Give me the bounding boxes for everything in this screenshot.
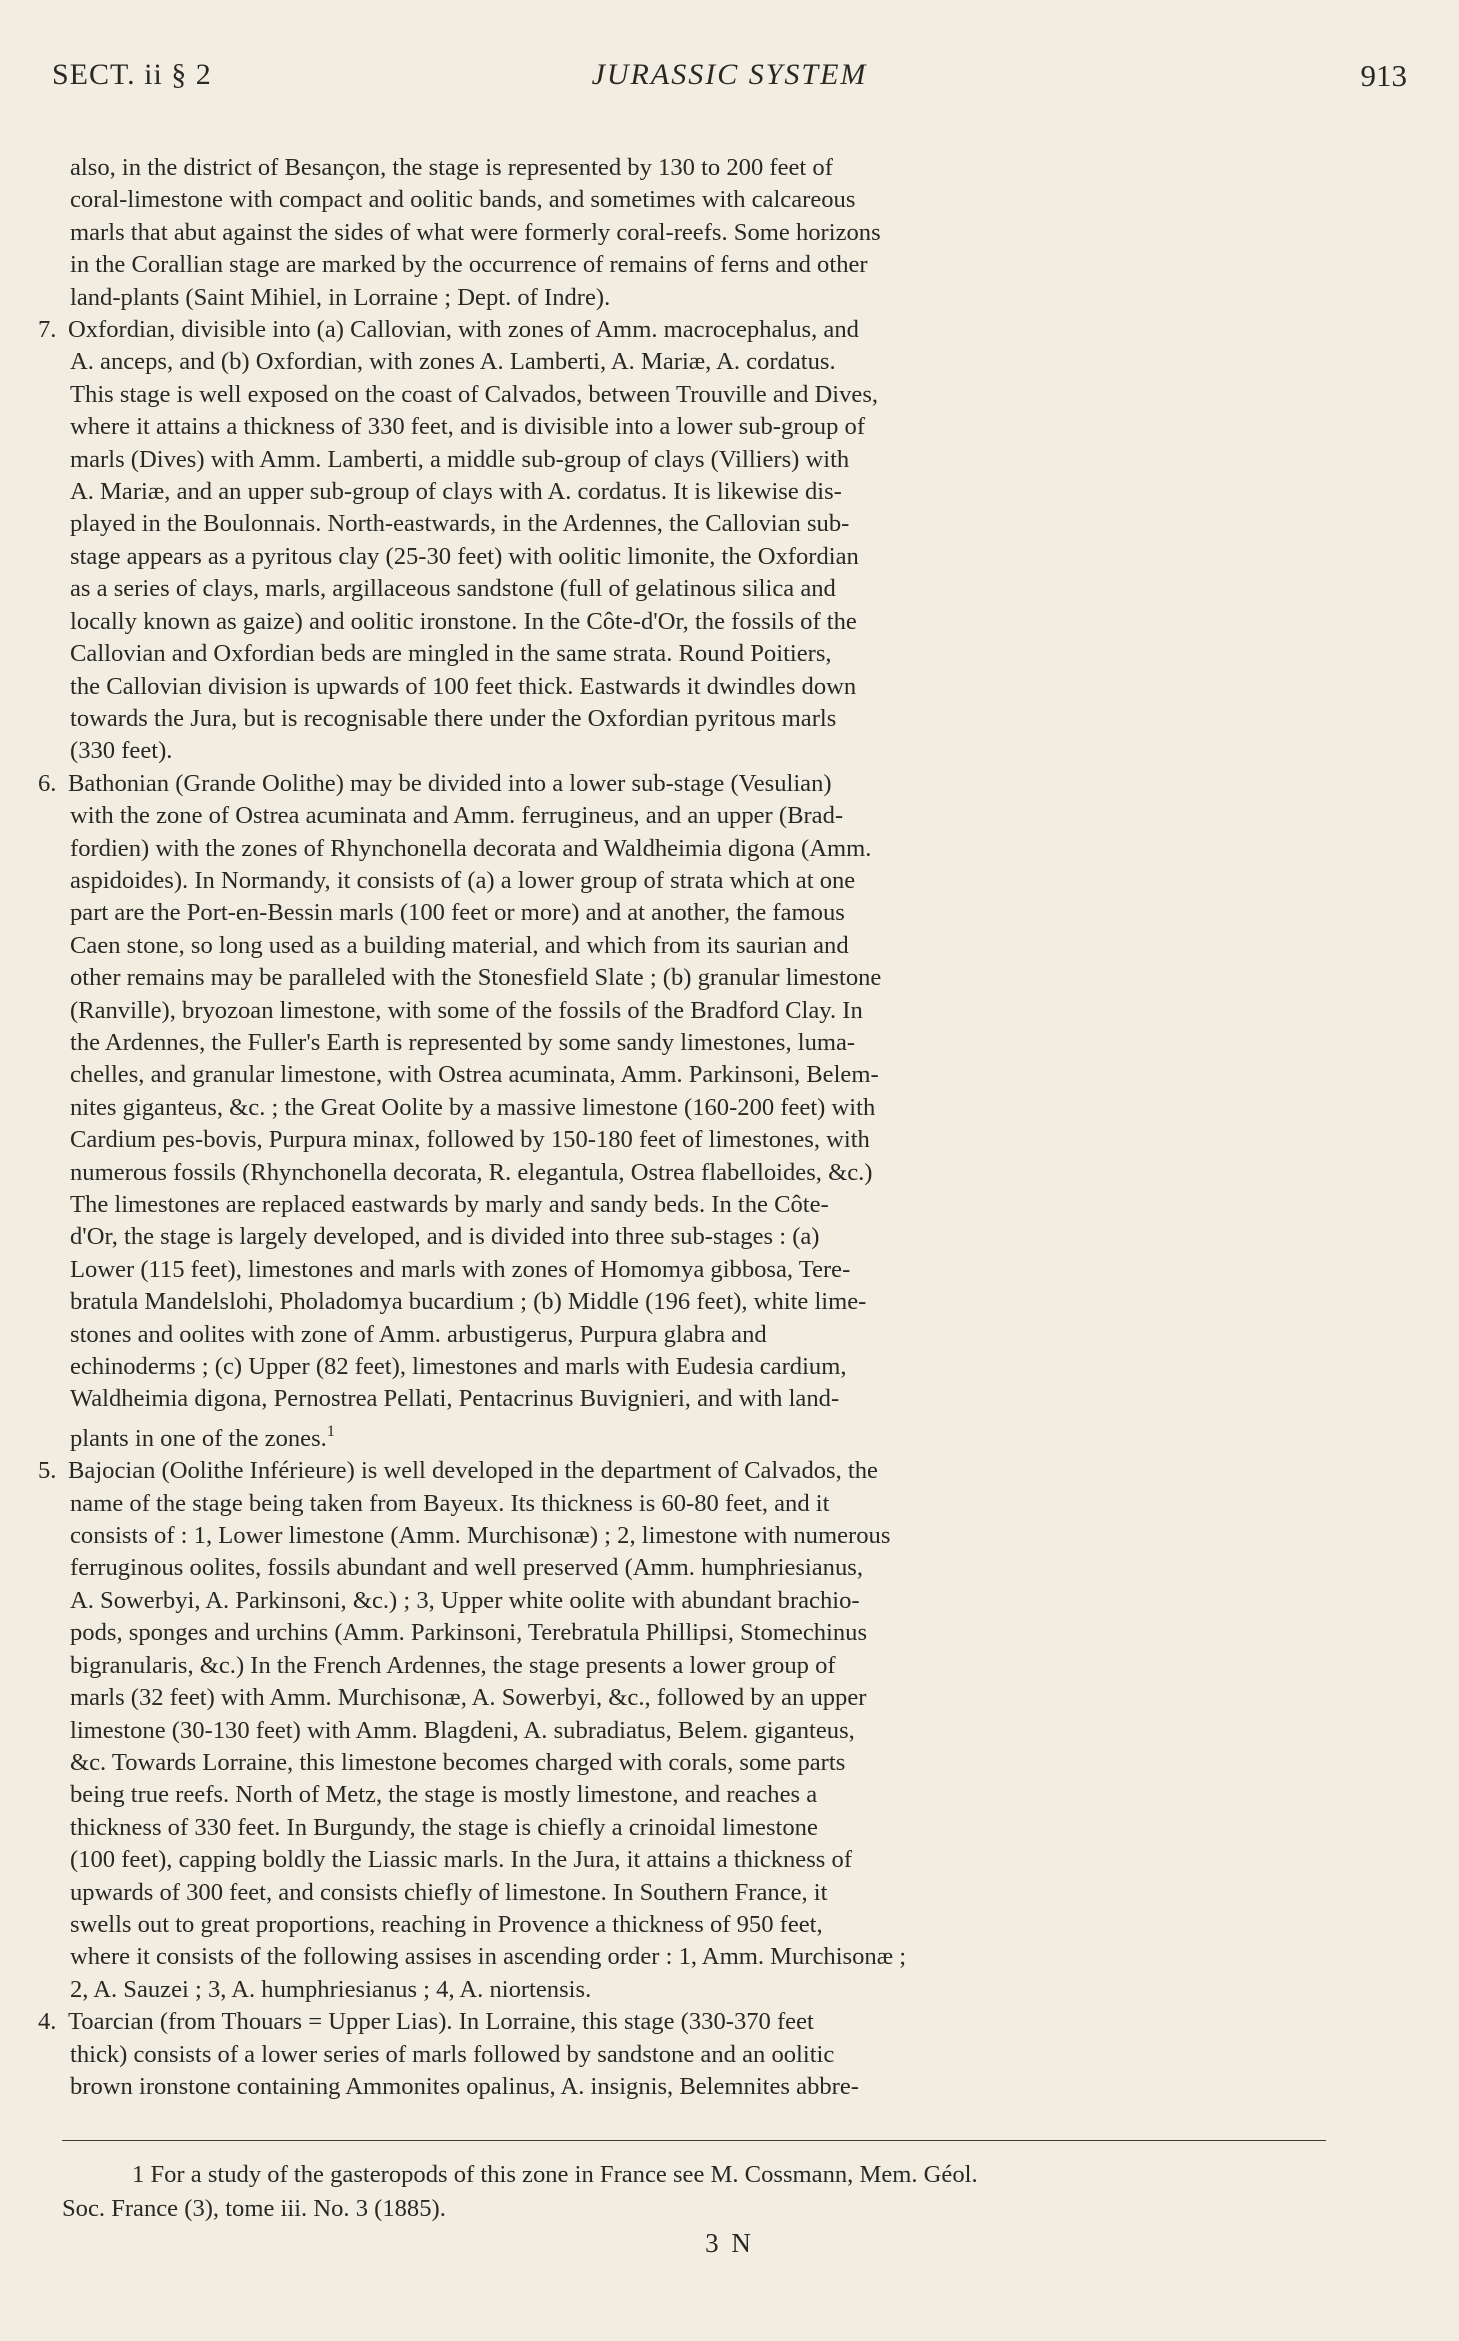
text-line: d'Or, the stage is largely developed, and is divided into three sub-stages : (a) xyxy=(70,1223,820,1251)
body-text xyxy=(38,152,1258,2103)
item-heading-oxfordian: Oxfordian, divisible into (a) Callovian, with zones of Amm. macrocephalus, and xyxy=(68,316,859,344)
text-line: Lower (115 feet), limestones and marls with zones of Homomya gibbosa, Tere- xyxy=(70,1255,851,1283)
text-line: marls (Dives) with Amm. Lamberti, a middle sub-group of clays (Villiers) with xyxy=(70,445,850,473)
running-header xyxy=(52,58,1407,98)
footnote-divider xyxy=(62,2140,1326,2141)
text-line: with the zone of Ostrea acuminata and Amm. ferrugineus, and an upper (Brad- xyxy=(70,802,844,830)
text-line: being true reefs. North of Metz, the stage is mostly limestone, and reaches a xyxy=(70,1781,818,1809)
text-line: part are the Port-en-Bessin marls (100 feet or more) and at another, the famous xyxy=(70,899,845,927)
text-line: marls that abut against the sides of what were formerly coral-reefs. Some horizons xyxy=(70,218,881,246)
text-line: bigranularis, &c.) In the French Ardennes, the stage presents a lower group of xyxy=(70,1651,836,1679)
text-line: &c. Towards Lorraine, this limestone becomes charged with corals, some parts xyxy=(70,1748,846,1776)
text-line: in the Corallian stage are marked by the occurrence of remains of ferns and other xyxy=(70,251,868,279)
text-line: A. Sowerbyi, A. Parkinsoni, &c.) ; 3, Upper white oolite with abundant brachio- xyxy=(70,1586,860,1614)
text-line: (100 feet), capping boldly the Liassic marls. In the Jura, it attains a thickness of xyxy=(70,1846,853,1874)
footnote-text: For a study of the gasteropods of this zone in France see M. Cossmann, Mem. Géol. xyxy=(150,2161,978,2188)
text-line: Waldheimia digona, Pernostrea Pellati, Pentacrinus Buvignieri, and with land- xyxy=(70,1385,840,1413)
footnote xyxy=(62,2158,1338,2226)
text-line: nites giganteus, &c. ; the Great Oolite by a massive limestone (160-200 feet) with xyxy=(70,1093,876,1121)
text-line: 2, A. Sauzei ; 3, A. humphriesianus ; 4, A. niortensis. xyxy=(70,1975,592,2003)
text-line: marls (32 feet) with Amm. Murchisonæ, A. Sowerbyi, &c., followed by an upper xyxy=(70,1684,867,1712)
text-line xyxy=(38,768,1258,800)
text-line: land-plants (Saint Mihiel, in Lorraine ; Dept. of Indre). xyxy=(70,283,611,311)
text-line: Cardium pes-bovis, Purpura minax, followed by 150-180 feet of limestones, with xyxy=(70,1126,870,1154)
text-line: played in the Boulonnais. North-eastwards, in the Ardennes, the Callovian sub- xyxy=(70,510,850,538)
text-line: consists of : 1, Lower limestone (Amm. Murchisonæ) ; 2, limestone with numerous xyxy=(70,1522,891,1550)
text-line: Caen stone, so long used as a building material, and which from its saurian and xyxy=(70,931,849,959)
text-line: upwards of 300 feet, and consists chiefly of limestone. In Southern France, it xyxy=(70,1878,828,1906)
text-line: coral-limestone with compact and oolitic bands, and sometimes with calcareous xyxy=(70,186,856,214)
text-line: also, in the district of Besançon, the stage is represented by 130 to 200 feet of xyxy=(70,154,833,181)
text-line: pods, sponges and urchins (Amm. Parkinsoni, Terebratula Phillipsi, Stomechinus xyxy=(70,1619,868,1647)
text-line: stones and oolites with zone of Amm. arbustigerus, Purpura glabra and xyxy=(70,1320,767,1348)
item-heading-bathonian: Bathonian (Grande Oolithe) may be divided into a lower sub-stage (Vesulian) xyxy=(68,769,832,797)
text-line: brown ironstone containing Ammonites opalinus, A. insignis, Belemnites abbre- xyxy=(70,2072,859,2100)
text-line: the Ardennes, the Fuller's Earth is represented by some sandy limestones, luma- xyxy=(70,1028,856,1056)
text-line: This stage is well exposed on the coast of Calvados, between Trouville and Dives, xyxy=(70,380,879,408)
text-line: other remains may be paralleled with the Stonesfield Slate ; (b) granular limestone xyxy=(70,964,882,992)
text-line: limestone (30-130 feet) with Amm. Blagdeni, A. subradiatus, Belem. giganteus, xyxy=(70,1716,855,1744)
page-title: JURASSIC SYSTEM xyxy=(591,58,868,91)
text-line: where it attains a thickness of 330 feet, and is divisible into a lower sub-group of xyxy=(70,413,866,441)
text-line: A. anceps, and (b) Oxfordian, with zones A. Lamberti, A. Mariæ, A. cordatus. xyxy=(70,348,836,376)
text-line: (330 feet). xyxy=(70,737,173,765)
footnote-line xyxy=(62,2158,1338,2192)
text-line: The limestones are replaced eastwards by marly and sandy beds. In the Côte- xyxy=(70,1191,829,1218)
footnote-mark: 1 xyxy=(132,2161,145,2188)
text-line: name of the stage being taken from Bayeux. Its thickness is 60-80 feet, and it xyxy=(70,1489,830,1517)
footnote-line: Soc. France (3), tome iii. No. 3 (1885). xyxy=(62,2195,446,2222)
text-line: locally known as gaize) and oolitic ironstone. In the Côte-d'Or, the fossils of the xyxy=(70,607,857,635)
footnote-reference[interactable]: 1 xyxy=(326,1422,335,1440)
text-line: Callovian and Oxfordian beds are mingled in the same strata. Round Poitiers, xyxy=(70,640,832,668)
text-line: ferruginous oolites, fossils abundant and well preserved (Amm. humphriesianus, xyxy=(70,1554,863,1582)
line-text: plants in one of the zones. xyxy=(70,1424,327,1452)
text-line: as a series of clays, marls, argillaceous sandstone (full of gelatinous silica and xyxy=(70,575,836,603)
text-line: aspidoides). In Normandy, it consists of (a) a lower group of strata which at one xyxy=(70,866,856,894)
item-heading-bajocian: Bajocian (Oolithe Inférieure) is well developed in the department of Calvados, the xyxy=(68,1457,878,1485)
text-line: thickness of 330 feet. In Burgundy, the stage is chiefly a crinoidal limestone xyxy=(70,1813,818,1841)
text-line xyxy=(38,2006,1258,2038)
item-number: 5. xyxy=(38,1457,57,1485)
text-line: bratula Mandelslohi, Pholadomya bucardium ; (b) Middle (196 feet), white lime- xyxy=(70,1288,867,1316)
text-line xyxy=(70,1416,1258,1455)
text-line: numerous fossils (Rhynchonella decorata, R. elegantula, Ostrea flabelloides, &c.) xyxy=(70,1158,873,1186)
item-number: 4. xyxy=(38,2008,57,2036)
item-number: 7. xyxy=(38,316,57,344)
text-line: stage appears as a pyritous clay (25-30 feet) with oolitic limonite, the Oxfordian xyxy=(70,542,859,570)
text-line: echinoderms ; (c) Upper (82 feet), limestones and marls with Eudesia cardium, xyxy=(70,1353,847,1381)
signature-mark: 3 N xyxy=(705,2228,754,2258)
item-heading-toarcian: Toarcian (from Thouars = Upper Lias). In Lorraine, this stage (330-370 feet xyxy=(68,2008,814,2036)
text-line: (Ranville), bryozoan limestone, with some of the fossils of the Bradford Clay. In xyxy=(70,996,863,1024)
text-line xyxy=(38,1455,1258,1487)
text-line: thick) consists of a lower series of marls followed by sandstone and an oolitic xyxy=(70,2040,835,2068)
text-line: fordien) with the zones of Rhynchonella decorata and Waldheimia digona (Amm. xyxy=(70,834,872,862)
section-label: SECT. ii § 2 xyxy=(52,58,212,91)
text-line: chelles, and granular limestone, with Ostrea acuminata, Amm. Parkinsoni, Belem- xyxy=(70,1061,879,1089)
item-number: 6. xyxy=(38,769,57,797)
text-line: A. Mariæ, and an upper sub-group of clays with A. cordatus. It is likewise dis- xyxy=(70,478,842,506)
text-line: swells out to great proportions, reaching in Provence a thickness of 950 feet, xyxy=(70,1910,823,1938)
page-number: 913 xyxy=(1360,58,1407,93)
text-line xyxy=(38,314,1258,346)
text-line: towards the Jura, but is recognisable there under the Oxfordian pyritous marls xyxy=(70,704,837,732)
text-line: the Callovian division is upwards of 100 feet thick. Eastwards it dwindles down xyxy=(70,672,857,700)
text-line: where it consists of the following assises in ascending order : 1, Amm. Murchisonæ ; xyxy=(70,1943,907,1971)
